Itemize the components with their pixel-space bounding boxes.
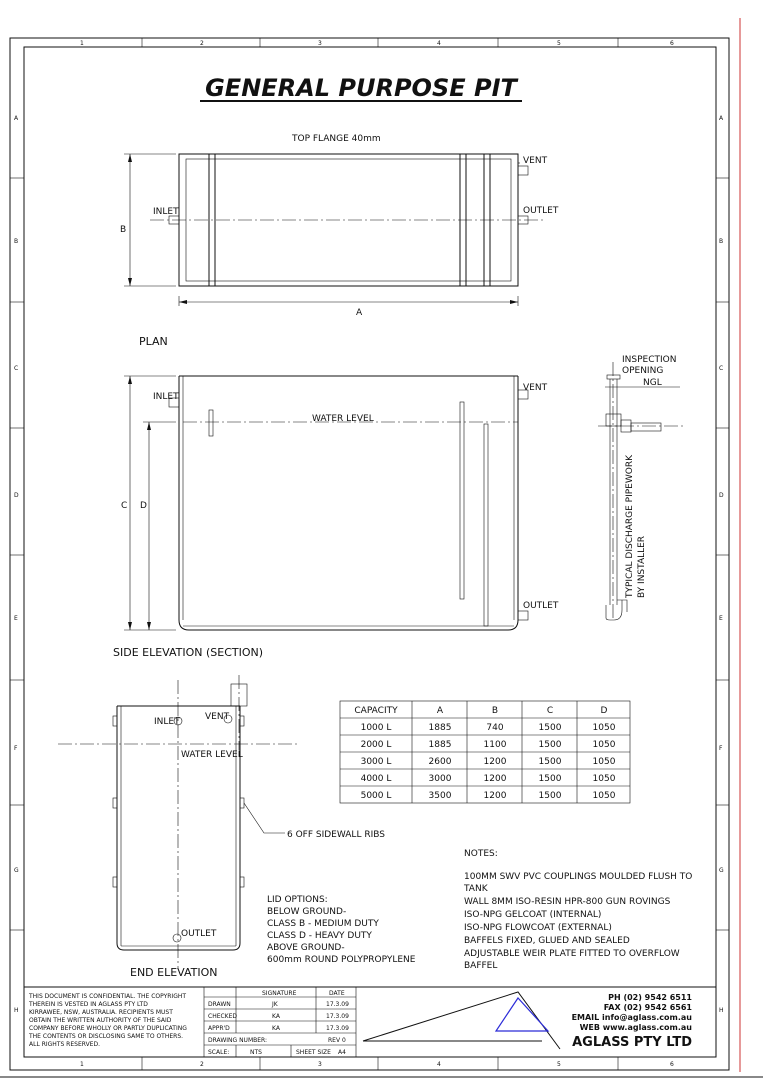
end-elevation-label: END ELEVATION: [130, 966, 218, 979]
col-label: 2: [200, 1061, 204, 1068]
aglass-logo: [363, 992, 560, 1049]
lid-options: [267, 895, 416, 965]
table-cell: 1885: [428, 740, 452, 750]
plan-inlet-label: INLET: [153, 207, 179, 217]
row-label: D: [14, 492, 19, 499]
table-cell: 1200: [483, 774, 507, 784]
table-cell: 3000 L: [360, 757, 392, 767]
note-line: ISO-NPG FLOWCOAT (EXTERNAL): [464, 923, 612, 933]
col-label: 1: [80, 40, 84, 47]
column-labels-top: [80, 40, 674, 47]
end-vent-label: VENT: [205, 712, 230, 722]
side-water-level-label: WATER LEVEL: [312, 414, 374, 424]
row-label: A: [14, 115, 19, 122]
table-cell: 1500: [538, 774, 562, 784]
page-title: GENERAL PURPOSE PIT: [205, 74, 517, 102]
approved-label: APPR'D: [208, 1025, 230, 1032]
row-label: H: [719, 1007, 724, 1014]
checked-label: CHECKED: [208, 1013, 238, 1020]
website: WEB www.aglass.com.au: [579, 1023, 692, 1032]
table-cell: 1050: [592, 740, 616, 750]
row-labels-right: [719, 115, 724, 1014]
confidential-line: COMPANY BEFORE WHOLLY OR PARTLY DUPLICATING: [29, 1025, 187, 1032]
revision: REV 0: [328, 1037, 346, 1044]
fax-number: FAX (02) 9542 6561: [603, 1003, 692, 1012]
plan-vent-label: VENT: [523, 156, 548, 166]
table-cell: 740: [486, 723, 504, 733]
col-label: 3: [318, 40, 322, 47]
side-inlet-label: INLET: [153, 392, 179, 402]
table-cell: 1500: [538, 740, 562, 750]
inspection-label-1: INSPECTION: [622, 355, 677, 365]
confidential-text: [28, 993, 187, 1048]
notes-heading: NOTES:: [464, 849, 498, 859]
confidential-line: ALL RIGHTS RESERVED.: [29, 1041, 101, 1048]
table-cell: 1050: [592, 774, 616, 784]
confidential-line: OBTAIN THE WRITTEN AUTHORITY OF THE SAID: [29, 1017, 172, 1024]
note-line: BAFFEL: [464, 961, 498, 971]
dim-d-label: D: [140, 501, 147, 511]
capacity-table-text: [354, 706, 615, 801]
plan-view-label: PLAN: [139, 335, 168, 348]
lid-option-line: CLASS B - MEDIUM DUTY: [267, 919, 379, 929]
table-cell: 3500: [428, 791, 452, 801]
note-line: BAFFELS FIXED, GLUED AND SEALED: [464, 936, 630, 946]
lid-option-line: 600mm ROUND POLYPROPYLENE: [267, 955, 416, 965]
row-label: B: [719, 238, 724, 245]
sidewall-ribs-label: 6 OFF SIDEWALL RIBS: [287, 830, 385, 840]
dim-a-label: A: [356, 308, 363, 318]
dim-b-label: B: [120, 225, 127, 235]
table-header: CAPACITY: [354, 706, 398, 716]
table-cell: 3000: [428, 774, 452, 784]
col-label: 1: [80, 1061, 84, 1068]
column-labels-bottom: [80, 1061, 674, 1068]
col-label: 5: [557, 40, 561, 47]
capacity-table: [340, 701, 630, 803]
outer-frame: [10, 38, 729, 1070]
table-header: B: [491, 706, 499, 716]
table-cell: 1100: [483, 740, 507, 750]
confidential-line: THE CONTENTS OR DISCLOSING SAME TO OTHERS.: [29, 1033, 184, 1040]
lid-option-line: LID OPTIONS:: [267, 895, 328, 905]
col-label: 4: [437, 1061, 441, 1068]
company-name: AGLASS PTY LTD: [572, 1035, 692, 1050]
row-label: G: [719, 867, 724, 874]
end-water-level-label: WATER LEVEL: [181, 750, 243, 760]
confidential-line: KIRRAWEE, NSW, AUSTRALIA. RECIPIENTS MUST: [29, 1009, 173, 1016]
note-line: ADJUSTABLE WEIR PLATE FITTED TO OVERFLOW: [464, 949, 680, 959]
col-label: 3: [318, 1061, 322, 1068]
drawn-date: 17.3.09: [326, 1001, 349, 1008]
row-label: E: [719, 615, 723, 622]
note-line: ISO-NPG GELCOAT (INTERNAL): [464, 910, 602, 920]
table-cell: 2600: [428, 757, 452, 767]
end-inlet-label: INLET: [154, 717, 180, 727]
col-label: 6: [670, 1061, 674, 1068]
contact-details: [572, 993, 693, 1032]
table-cell: 1500: [538, 723, 562, 733]
row-label: F: [719, 745, 723, 752]
signature-header: SIGNATURE: [262, 990, 297, 997]
table-cell: 1200: [483, 757, 507, 767]
table-cell: 1050: [592, 723, 616, 733]
side-elevation-view: [113, 355, 685, 659]
side-vent-label: VENT: [523, 383, 548, 393]
sheet-size-label: SHEET SIZE: [296, 1049, 331, 1056]
drawn-label: DRAWN: [208, 1001, 231, 1008]
table-cell: 1500: [538, 791, 562, 801]
top-flange-label: TOP FLANGE 40mm: [292, 134, 381, 144]
table-cell: 1500: [538, 757, 562, 767]
phone-number: PH (02) 9542 6511: [608, 993, 692, 1002]
checked-signature: KA: [272, 1013, 280, 1020]
confidential-line: THIS DOCUMENT IS CONFIDENTIAL. THE COPYRIGHT: [29, 993, 187, 1000]
side-outlet-label: OUTLET: [523, 601, 559, 611]
note-line: 100MM SWV PVC COUPLINGS MOULDED FLUSH TO: [464, 872, 693, 882]
date-header: DATE: [329, 990, 345, 997]
col-label: 2: [200, 40, 204, 47]
sheet-size-value: A4: [338, 1049, 346, 1056]
col-label: 4: [437, 40, 441, 47]
email-address: EMAIL info@aglass.com.au: [571, 1013, 692, 1022]
approved-signature: KA: [272, 1025, 280, 1032]
note-line: TANK: [464, 884, 488, 894]
row-label: E: [14, 615, 18, 622]
drawing-number-label: DRAWING NUMBER:: [208, 1037, 268, 1044]
side-elevation-label: SIDE ELEVATION (SECTION): [113, 646, 264, 659]
table-header: C: [546, 706, 554, 716]
row-label: D: [719, 492, 724, 499]
lid-option-line: CLASS D - HEAVY DUTY: [267, 931, 372, 941]
scale-label: SCALE:: [208, 1049, 230, 1056]
row-label: B: [14, 238, 19, 245]
table-cell: 1885: [428, 723, 452, 733]
table-header: A: [436, 706, 444, 716]
row-label: C: [14, 365, 19, 372]
table-cell: 1050: [592, 757, 616, 767]
row-label: A: [719, 115, 724, 122]
row-label: C: [719, 365, 724, 372]
pipework-label-2: BY INSTALLER: [637, 535, 647, 598]
pipework-label-1: TYPICAL DISCHARGE PIPEWORK: [625, 454, 635, 598]
approval-grid: [208, 990, 349, 1056]
scale-value: NTS: [250, 1049, 262, 1056]
ngl-label: NGL: [643, 378, 662, 388]
col-label: 6: [670, 40, 674, 47]
row-labels-left: [14, 115, 19, 1014]
row-label: G: [14, 867, 19, 874]
table-header: D: [600, 706, 608, 716]
confidential-line: THEREIN IS VESTED IN AGLASS PTY LTD: [29, 1001, 148, 1008]
table-cell: 4000 L: [360, 774, 392, 784]
notes: [463, 849, 692, 971]
table-cell: 1050: [592, 791, 616, 801]
drawn-signature: JK: [272, 1001, 278, 1008]
table-cell: 5000 L: [360, 791, 392, 801]
lid-option-line: BELOW GROUND-: [267, 907, 347, 917]
inspection-label-2: OPENING: [622, 366, 664, 376]
plan-view: [120, 134, 559, 348]
table-cell: 1000 L: [360, 723, 392, 733]
row-label: H: [14, 1007, 19, 1014]
row-label: F: [14, 745, 18, 752]
plan-outlet-label: OUTLET: [523, 206, 559, 216]
table-cell: 2000 L: [360, 740, 392, 750]
col-label: 5: [557, 1061, 561, 1068]
checked-date: 17.3.09: [326, 1013, 349, 1020]
title-block: [24, 987, 716, 1057]
end-outlet-label: OUTLET: [181, 929, 217, 939]
lid-option-line: ABOVE GROUND-: [267, 943, 345, 953]
note-line: WALL 8MM ISO-RESIN HPR-800 GUN ROVINGS: [464, 897, 671, 907]
table-cell: 1200: [483, 791, 507, 801]
approved-date: 17.3.09: [326, 1025, 349, 1032]
dim-c-label: C: [121, 501, 128, 511]
